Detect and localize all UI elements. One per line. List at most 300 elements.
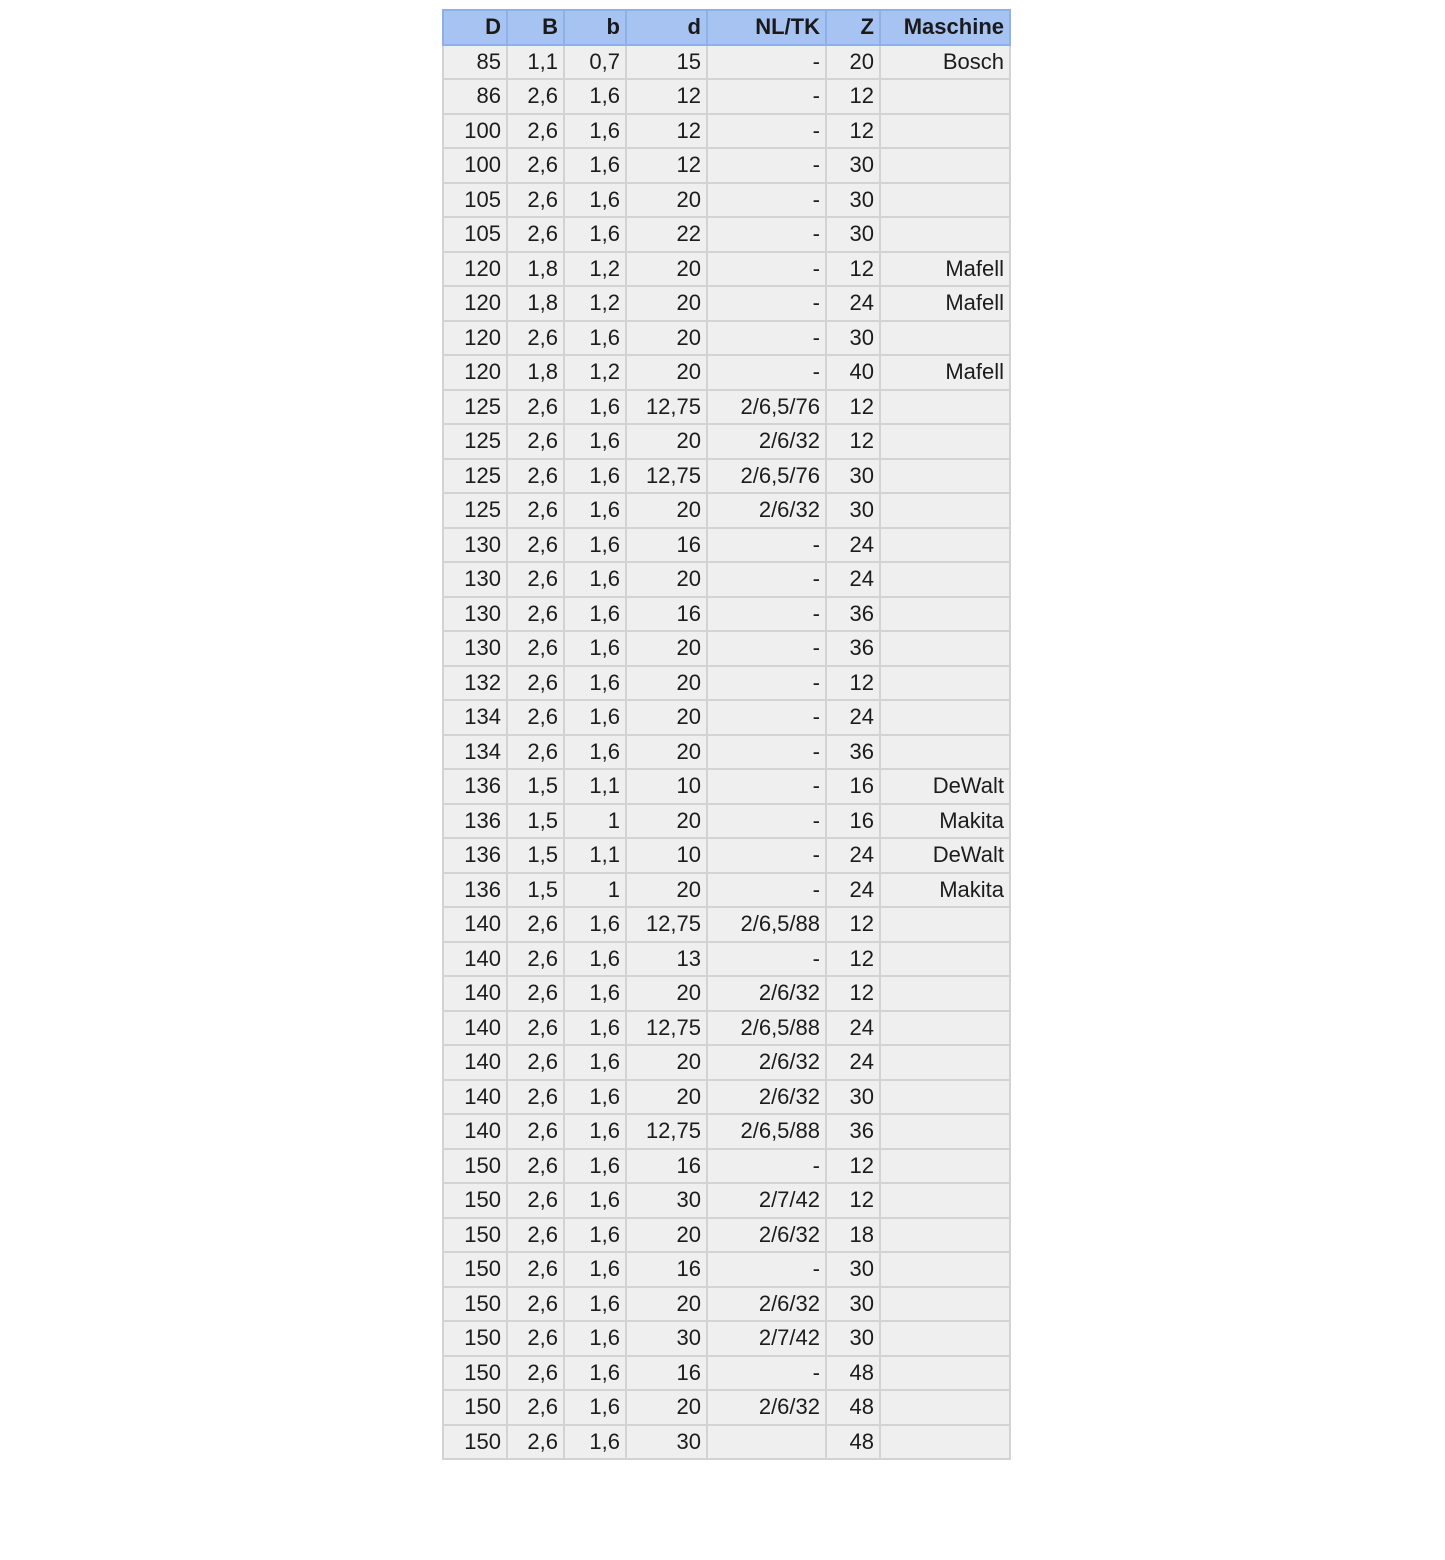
cell-nl-tk: -	[707, 1252, 826, 1287]
cell-maschine: Bosch	[880, 45, 1010, 80]
cell-b-upper: 2,6	[507, 562, 564, 597]
cell-maschine	[880, 700, 1010, 735]
cell-nl-tk: 2/6/32	[707, 1080, 826, 1115]
table-row	[443, 838, 1010, 873]
table-row	[443, 1356, 1010, 1391]
cell-maschine	[880, 183, 1010, 218]
cell-maschine	[880, 631, 1010, 666]
table-row	[443, 528, 1010, 563]
cell-nl-tk: 2/6/32	[707, 1218, 826, 1253]
cell-maschine	[880, 1011, 1010, 1046]
cell-b-upper: 2,6	[507, 1080, 564, 1115]
cell-maschine	[880, 976, 1010, 1011]
cell-b-upper: 2,6	[507, 1390, 564, 1425]
cell-b-upper: 2,6	[507, 1321, 564, 1356]
cell-d-upper: 136	[443, 838, 507, 873]
header-d-upper: D	[443, 10, 507, 45]
cell-maschine: Makita	[880, 873, 1010, 908]
cell-z: 48	[826, 1356, 880, 1391]
cell-d-lower: 10	[626, 769, 707, 804]
cell-z: 40	[826, 355, 880, 390]
cell-maschine	[880, 217, 1010, 252]
cell-z: 16	[826, 769, 880, 804]
table-row	[443, 459, 1010, 494]
cell-b-lower: 1,6	[564, 148, 626, 183]
cell-nl-tk: 2/6/32	[707, 1390, 826, 1425]
table-row	[443, 424, 1010, 459]
cell-z: 24	[826, 1011, 880, 1046]
cell-b-lower: 1,1	[564, 838, 626, 873]
cell-d-upper: 86	[443, 79, 507, 114]
cell-d-lower: 20	[626, 1218, 707, 1253]
cell-nl-tk: 2/6/32	[707, 1045, 826, 1080]
cell-maschine	[880, 1425, 1010, 1460]
cell-z: 12	[826, 252, 880, 287]
cell-d-upper: 136	[443, 769, 507, 804]
cell-nl-tk: -	[707, 217, 826, 252]
cell-d-upper: 150	[443, 1149, 507, 1184]
cell-d-upper: 150	[443, 1252, 507, 1287]
cell-b-lower: 1,6	[564, 1425, 626, 1460]
cell-b-upper: 2,6	[507, 217, 564, 252]
cell-nl-tk: 2/6,5/88	[707, 1011, 826, 1046]
table-row	[443, 183, 1010, 218]
cell-nl-tk: -	[707, 666, 826, 701]
cell-b-lower: 1,6	[564, 1183, 626, 1218]
table-row	[443, 1287, 1010, 1322]
cell-d-upper: 120	[443, 252, 507, 287]
table-body	[443, 45, 1010, 1460]
cell-b-lower: 1,6	[564, 1011, 626, 1046]
cell-d-upper: 85	[443, 45, 507, 80]
table-row	[443, 79, 1010, 114]
cell-nl-tk: -	[707, 838, 826, 873]
cell-z: 30	[826, 1321, 880, 1356]
cell-b-upper: 2,6	[507, 183, 564, 218]
cell-b-upper: 1,5	[507, 838, 564, 873]
cell-b-upper: 2,6	[507, 1011, 564, 1046]
cell-b-lower: 1,6	[564, 1218, 626, 1253]
cell-d-upper: 150	[443, 1390, 507, 1425]
cell-nl-tk: -	[707, 597, 826, 632]
cell-nl-tk: -	[707, 183, 826, 218]
cell-nl-tk: -	[707, 735, 826, 770]
cell-z: 36	[826, 1114, 880, 1149]
cell-b-upper: 2,6	[507, 976, 564, 1011]
cell-maschine	[880, 562, 1010, 597]
cell-b-lower: 1,6	[564, 1045, 626, 1080]
cell-d-upper: 150	[443, 1425, 507, 1460]
cell-b-upper: 1,8	[507, 355, 564, 390]
cell-maschine	[880, 735, 1010, 770]
cell-z: 12	[826, 907, 880, 942]
cell-z: 18	[826, 1218, 880, 1253]
cell-b-lower: 1,6	[564, 1390, 626, 1425]
cell-b-lower: 1,6	[564, 1356, 626, 1391]
cell-b-upper: 2,6	[507, 1252, 564, 1287]
table-header	[443, 10, 1010, 45]
table-row	[443, 390, 1010, 425]
cell-nl-tk: 2/7/42	[707, 1183, 826, 1218]
cell-b-lower: 1,6	[564, 907, 626, 942]
cell-d-upper: 150	[443, 1218, 507, 1253]
cell-d-lower: 20	[626, 804, 707, 839]
cell-maschine: Mafell	[880, 355, 1010, 390]
cell-maschine: Mafell	[880, 286, 1010, 321]
cell-b-upper: 2,6	[507, 424, 564, 459]
cell-maschine	[880, 459, 1010, 494]
cell-d-lower: 30	[626, 1425, 707, 1460]
cell-b-lower: 1,6	[564, 631, 626, 666]
cell-b-lower: 1,6	[564, 424, 626, 459]
table-row	[443, 597, 1010, 632]
cell-d-upper: 130	[443, 528, 507, 563]
cell-b-upper: 1,5	[507, 873, 564, 908]
cell-maschine	[880, 148, 1010, 183]
cell-d-upper: 150	[443, 1183, 507, 1218]
cell-b-lower: 1,6	[564, 942, 626, 977]
cell-d-upper: 136	[443, 873, 507, 908]
cell-b-lower: 1,6	[564, 1149, 626, 1184]
cell-d-lower: 20	[626, 321, 707, 356]
cell-maschine	[880, 1390, 1010, 1425]
cell-b-upper: 2,6	[507, 1183, 564, 1218]
cell-z: 30	[826, 1287, 880, 1322]
cell-z: 30	[826, 1080, 880, 1115]
cell-maschine	[880, 907, 1010, 942]
cell-z: 12	[826, 666, 880, 701]
table-row	[443, 1149, 1010, 1184]
cell-d-upper: 125	[443, 424, 507, 459]
cell-maschine	[880, 1252, 1010, 1287]
cell-b-lower: 1,6	[564, 1252, 626, 1287]
cell-z: 12	[826, 976, 880, 1011]
cell-d-lower: 20	[626, 286, 707, 321]
cell-z: 12	[826, 942, 880, 977]
cell-maschine	[880, 79, 1010, 114]
cell-z: 24	[826, 1045, 880, 1080]
cell-b-lower: 1,6	[564, 976, 626, 1011]
cell-z: 12	[826, 390, 880, 425]
cell-z: 30	[826, 183, 880, 218]
table-row	[443, 1321, 1010, 1356]
cell-d-lower: 16	[626, 1149, 707, 1184]
cell-nl-tk: -	[707, 942, 826, 977]
cell-nl-tk: -	[707, 45, 826, 80]
cell-maschine	[880, 597, 1010, 632]
table-row	[443, 562, 1010, 597]
header-maschine: Maschine	[880, 10, 1010, 45]
cell-d-lower: 12	[626, 79, 707, 114]
cell-d-lower: 15	[626, 45, 707, 80]
cell-maschine	[880, 321, 1010, 356]
cell-d-lower: 12	[626, 148, 707, 183]
cell-b-upper: 2,6	[507, 321, 564, 356]
cell-b-upper: 2,6	[507, 1045, 564, 1080]
cell-d-upper: 120	[443, 321, 507, 356]
cell-d-lower: 20	[626, 562, 707, 597]
cell-nl-tk: -	[707, 79, 826, 114]
cell-b-lower: 1,2	[564, 252, 626, 287]
table-row	[443, 1252, 1010, 1287]
cell-maschine	[880, 424, 1010, 459]
cell-d-upper: 130	[443, 597, 507, 632]
cell-maschine: DeWalt	[880, 769, 1010, 804]
cell-b-lower: 1,6	[564, 79, 626, 114]
table-row	[443, 976, 1010, 1011]
cell-nl-tk: -	[707, 562, 826, 597]
cell-b-lower: 1,6	[564, 217, 626, 252]
cell-d-lower: 12,75	[626, 459, 707, 494]
cell-b-upper: 2,6	[507, 942, 564, 977]
cell-b-lower: 1,6	[564, 1287, 626, 1322]
cell-d-lower: 20	[626, 976, 707, 1011]
cell-nl-tk: -	[707, 1356, 826, 1391]
cell-z: 48	[826, 1425, 880, 1460]
cell-nl-tk: -	[707, 114, 826, 149]
cell-z: 12	[826, 424, 880, 459]
cell-b-lower: 1,6	[564, 1080, 626, 1115]
cell-nl-tk: -	[707, 1149, 826, 1184]
cell-d-lower: 20	[626, 1390, 707, 1425]
cell-z: 24	[826, 562, 880, 597]
cell-nl-tk: 2/7/42	[707, 1321, 826, 1356]
cell-nl-tk: -	[707, 252, 826, 287]
table-row	[443, 217, 1010, 252]
cell-nl-tk: -	[707, 528, 826, 563]
cell-z: 24	[826, 286, 880, 321]
cell-nl-tk: 2/6,5/76	[707, 459, 826, 494]
cell-b-upper: 2,6	[507, 1425, 564, 1460]
table-row	[443, 666, 1010, 701]
cell-b-lower: 1,6	[564, 183, 626, 218]
cell-d-upper: 120	[443, 355, 507, 390]
table-row	[443, 769, 1010, 804]
cell-b-upper: 2,6	[507, 459, 564, 494]
cell-b-upper: 2,6	[507, 390, 564, 425]
cell-b-lower: 1,6	[564, 597, 626, 632]
table-row	[443, 148, 1010, 183]
cell-z: 30	[826, 1252, 880, 1287]
cell-z: 20	[826, 45, 880, 80]
cell-b-lower: 1,2	[564, 286, 626, 321]
cell-maschine: Makita	[880, 804, 1010, 839]
cell-z: 30	[826, 217, 880, 252]
table-row	[443, 286, 1010, 321]
cell-d-upper: 134	[443, 735, 507, 770]
table-row	[443, 873, 1010, 908]
cell-d-upper: 140	[443, 1080, 507, 1115]
cell-d-lower: 20	[626, 493, 707, 528]
cell-b-lower: 1,6	[564, 321, 626, 356]
cell-d-lower: 12,75	[626, 390, 707, 425]
cell-maschine	[880, 528, 1010, 563]
cell-d-upper: 150	[443, 1321, 507, 1356]
cell-z: 36	[826, 735, 880, 770]
header-z: Z	[826, 10, 880, 45]
table-row	[443, 735, 1010, 770]
cell-nl-tk: 2/6,5/88	[707, 1114, 826, 1149]
cell-nl-tk: -	[707, 804, 826, 839]
cell-b-upper: 2,6	[507, 700, 564, 735]
cell-nl-tk	[707, 1425, 826, 1460]
cell-d-upper: 140	[443, 976, 507, 1011]
cell-z: 30	[826, 321, 880, 356]
cell-z: 16	[826, 804, 880, 839]
cell-d-upper: 136	[443, 804, 507, 839]
cell-maschine	[880, 1045, 1010, 1080]
cell-d-lower: 13	[626, 942, 707, 977]
cell-d-upper: 125	[443, 390, 507, 425]
cell-b-upper: 2,6	[507, 1356, 564, 1391]
cell-d-upper: 100	[443, 148, 507, 183]
cell-b-upper: 1,1	[507, 45, 564, 80]
cell-z: 24	[826, 700, 880, 735]
cell-d-upper: 130	[443, 631, 507, 666]
table-row	[443, 942, 1010, 977]
cell-z: 30	[826, 148, 880, 183]
cell-d-lower: 30	[626, 1321, 707, 1356]
cell-z: 30	[826, 493, 880, 528]
cell-nl-tk: 2/6/32	[707, 424, 826, 459]
table-row	[443, 1080, 1010, 1115]
cell-d-upper: 140	[443, 942, 507, 977]
cell-b-upper: 2,6	[507, 1287, 564, 1322]
cell-b-upper: 2,6	[507, 907, 564, 942]
cell-d-lower: 20	[626, 631, 707, 666]
table-row	[443, 1011, 1010, 1046]
table-row	[443, 252, 1010, 287]
table-row	[443, 493, 1010, 528]
cell-d-lower: 20	[626, 252, 707, 287]
cell-d-lower: 12	[626, 114, 707, 149]
header-b-lower: b	[564, 10, 626, 45]
cell-b-upper: 2,6	[507, 528, 564, 563]
cell-nl-tk: -	[707, 769, 826, 804]
cell-z: 24	[826, 528, 880, 563]
cell-b-upper: 1,8	[507, 252, 564, 287]
table-row	[443, 114, 1010, 149]
cell-z: 12	[826, 1149, 880, 1184]
cell-nl-tk: 2/6/32	[707, 493, 826, 528]
cell-d-lower: 20	[626, 1045, 707, 1080]
cell-d-upper: 100	[443, 114, 507, 149]
cell-nl-tk: -	[707, 148, 826, 183]
cell-d-upper: 130	[443, 562, 507, 597]
cell-d-upper: 140	[443, 1011, 507, 1046]
cell-b-lower: 1	[564, 873, 626, 908]
cell-maschine	[880, 1183, 1010, 1218]
cell-d-upper: 120	[443, 286, 507, 321]
table-row	[443, 355, 1010, 390]
cell-maschine	[880, 1114, 1010, 1149]
cell-b-upper: 2,6	[507, 1218, 564, 1253]
cell-b-lower: 0,7	[564, 45, 626, 80]
cell-z: 24	[826, 838, 880, 873]
cell-b-upper: 2,6	[507, 666, 564, 701]
cell-d-lower: 20	[626, 1287, 707, 1322]
table-row	[443, 804, 1010, 839]
cell-b-lower: 1,2	[564, 355, 626, 390]
cell-b-lower: 1,6	[564, 700, 626, 735]
cell-maschine	[880, 1321, 1010, 1356]
cell-z: 36	[826, 597, 880, 632]
table-row	[443, 1183, 1010, 1218]
table-row	[443, 1390, 1010, 1425]
cell-z: 24	[826, 873, 880, 908]
cell-d-lower: 20	[626, 735, 707, 770]
cell-z: 36	[826, 631, 880, 666]
cell-maschine	[880, 390, 1010, 425]
cell-nl-tk: 2/6/32	[707, 976, 826, 1011]
cell-z: 48	[826, 1390, 880, 1425]
table-row	[443, 1425, 1010, 1460]
cell-nl-tk: -	[707, 631, 826, 666]
cell-b-lower: 1,6	[564, 114, 626, 149]
cell-nl-tk: 2/6,5/76	[707, 390, 826, 425]
cell-b-upper: 2,6	[507, 79, 564, 114]
table-row	[443, 631, 1010, 666]
cell-b-upper: 2,6	[507, 493, 564, 528]
cell-b-upper: 2,6	[507, 1149, 564, 1184]
cell-nl-tk: -	[707, 873, 826, 908]
header-row	[443, 10, 1010, 45]
saw-blade-table	[442, 9, 1011, 1460]
cell-d-upper: 105	[443, 217, 507, 252]
cell-d-upper: 132	[443, 666, 507, 701]
table-row	[443, 45, 1010, 80]
cell-b-upper: 2,6	[507, 114, 564, 149]
cell-nl-tk: 2/6,5/88	[707, 907, 826, 942]
cell-b-lower: 1	[564, 804, 626, 839]
cell-d-lower: 20	[626, 183, 707, 218]
cell-b-upper: 1,8	[507, 286, 564, 321]
table-row	[443, 1218, 1010, 1253]
cell-maschine	[880, 114, 1010, 149]
cell-d-upper: 134	[443, 700, 507, 735]
cell-b-lower: 1,1	[564, 769, 626, 804]
cell-d-lower: 20	[626, 355, 707, 390]
table-container	[442, 9, 1011, 1460]
cell-nl-tk: -	[707, 700, 826, 735]
cell-d-lower: 12,75	[626, 1114, 707, 1149]
cell-b-lower: 1,6	[564, 528, 626, 563]
cell-nl-tk: -	[707, 321, 826, 356]
cell-d-lower: 12,75	[626, 907, 707, 942]
table-row	[443, 1045, 1010, 1080]
cell-maschine: Mafell	[880, 252, 1010, 287]
cell-b-upper: 2,6	[507, 631, 564, 666]
cell-b-lower: 1,6	[564, 493, 626, 528]
cell-b-lower: 1,6	[564, 666, 626, 701]
cell-b-lower: 1,6	[564, 390, 626, 425]
cell-b-lower: 1,6	[564, 735, 626, 770]
cell-b-lower: 1,6	[564, 562, 626, 597]
cell-b-upper: 2,6	[507, 735, 564, 770]
cell-d-upper: 150	[443, 1287, 507, 1322]
cell-d-lower: 16	[626, 1356, 707, 1391]
cell-maschine	[880, 1287, 1010, 1322]
cell-z: 12	[826, 79, 880, 114]
cell-maschine	[880, 942, 1010, 977]
cell-d-upper: 105	[443, 183, 507, 218]
cell-d-lower: 16	[626, 597, 707, 632]
cell-b-upper: 1,5	[507, 769, 564, 804]
cell-b-upper: 2,6	[507, 597, 564, 632]
cell-b-lower: 1,6	[564, 459, 626, 494]
cell-d-lower: 20	[626, 1080, 707, 1115]
cell-d-lower: 20	[626, 424, 707, 459]
